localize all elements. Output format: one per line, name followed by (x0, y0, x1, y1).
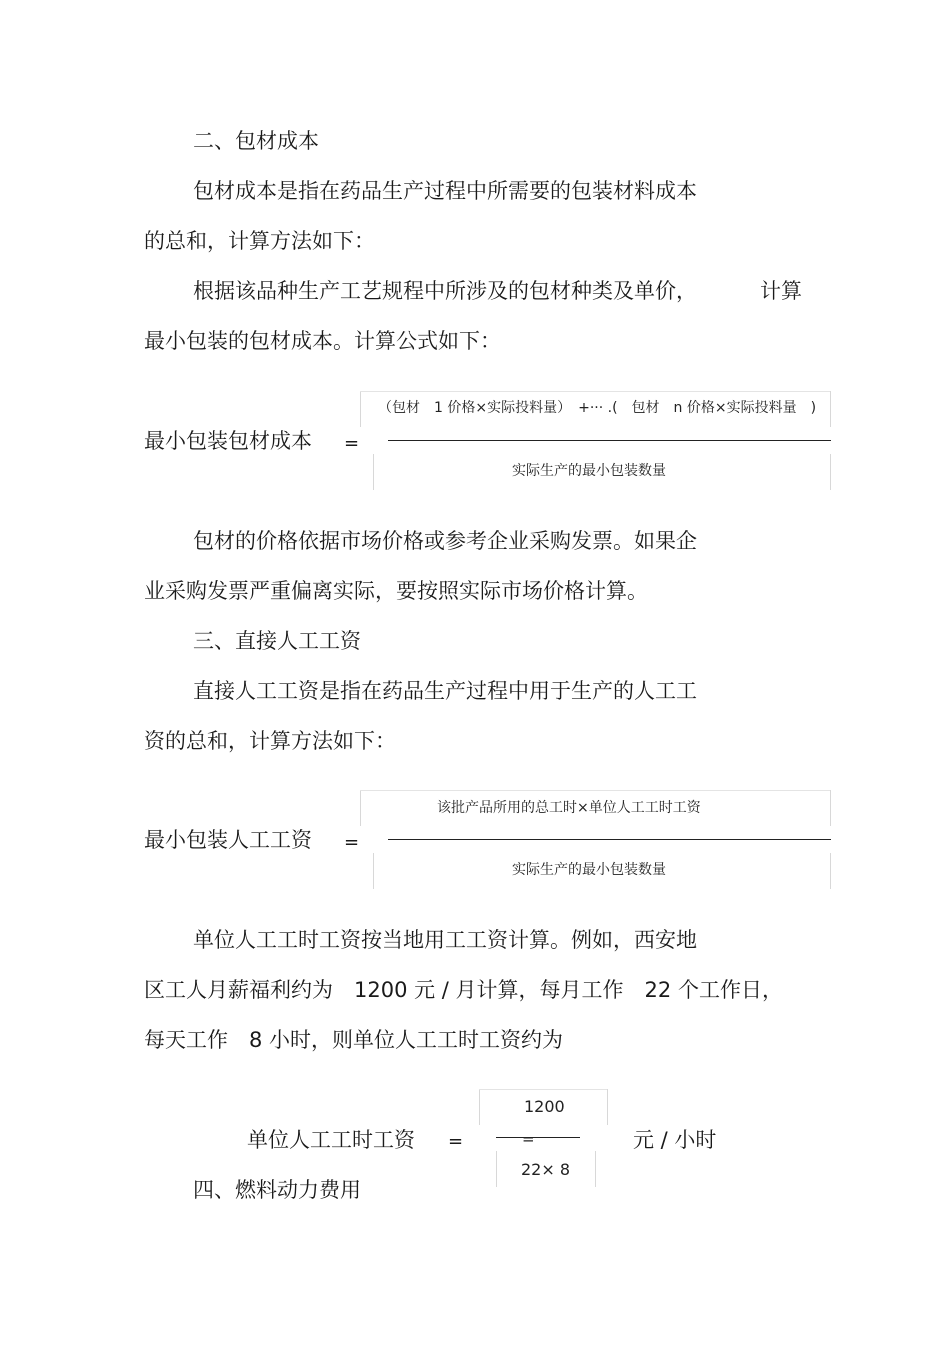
paragraph-line: 直接人工工资是指在药品生产过程中用于生产的人工工 (193, 679, 697, 703)
table-border (479, 1089, 480, 1125)
paragraph-line: 的总和，计算方法如下： (144, 229, 375, 253)
table-border (830, 454, 831, 490)
table-border (479, 1089, 607, 1090)
table-border (595, 1151, 596, 1187)
table-border (830, 790, 831, 826)
table-border (360, 391, 361, 427)
formula-denominator: 实际生产的最小包装数量 (512, 463, 666, 479)
formula-unit: 元 / 小时 (633, 1128, 717, 1152)
formula-denominator: 实际生产的最小包装数量 (512, 862, 666, 878)
fraction-equals: = (522, 1130, 535, 1148)
paragraph-line: 包材的价格依据市场价格或参考企业采购发票。如果企 (193, 529, 697, 553)
paragraph-line: 根据该品种生产工艺规程中所涉及的包材种类及单价， (193, 279, 697, 303)
section-heading-direct-labor: 三、直接人工工资 (193, 629, 361, 653)
table-border (607, 1089, 608, 1125)
table-border (830, 853, 831, 889)
fraction-bar (388, 839, 831, 840)
table-border (360, 391, 830, 392)
table-border (360, 790, 361, 826)
table-border (373, 853, 374, 889)
formula-lhs: 最小包装包材成本 (144, 429, 312, 453)
paragraph-line: 包材成本是指在药品生产过程中所需要的包装材料成本 (193, 179, 697, 203)
equals-sign: = (344, 433, 360, 454)
paragraph-line: 区工人月薪福利约为 1200 元 / 月计算，每月工作 22 个工作日， (144, 978, 783, 1002)
paragraph-line: 计算 (760, 279, 802, 303)
paragraph-line: 资的总和，计算方法如下： (144, 729, 396, 753)
table-border (830, 391, 831, 427)
formula-numerator: 1200 (524, 1097, 565, 1116)
formula-numerator: （包材 1 价格×实际投料量） +··· .( 包材 n 价格×实际投料量 ) (378, 400, 817, 416)
section-heading-fuel-power: 四、燃料动力费用 (193, 1178, 361, 1202)
fraction-bar (496, 1137, 580, 1138)
formula-lhs: 最小包装人工工资 (144, 828, 312, 852)
equals-sign: = (344, 832, 360, 853)
formula-numerator: 该批产品所用的总工时×单位人工工时工资 (437, 800, 701, 816)
section-heading-packaging-cost: 二、包材成本 (193, 129, 319, 153)
fraction-bar (388, 440, 831, 441)
table-border (373, 454, 374, 490)
table-border (496, 1151, 497, 1187)
paragraph-line: 业采购发票严重偏离实际，要按照实际市场价格计算。 (144, 579, 648, 603)
paragraph-line: 最小包装的包材成本。计算公式如下： (144, 329, 501, 353)
paragraph-line: 单位人工工时工资按当地用工工资计算。例如，西安地 (193, 928, 697, 952)
table-border (360, 790, 830, 791)
equals-sign: = (448, 1131, 464, 1152)
formula-lhs: 单位人工工时工资 (247, 1128, 415, 1152)
formula-denominator: 22× 8 (521, 1160, 571, 1179)
paragraph-line: 每天工作 8 小时，则单位人工工时工资约为 (144, 1028, 564, 1052)
